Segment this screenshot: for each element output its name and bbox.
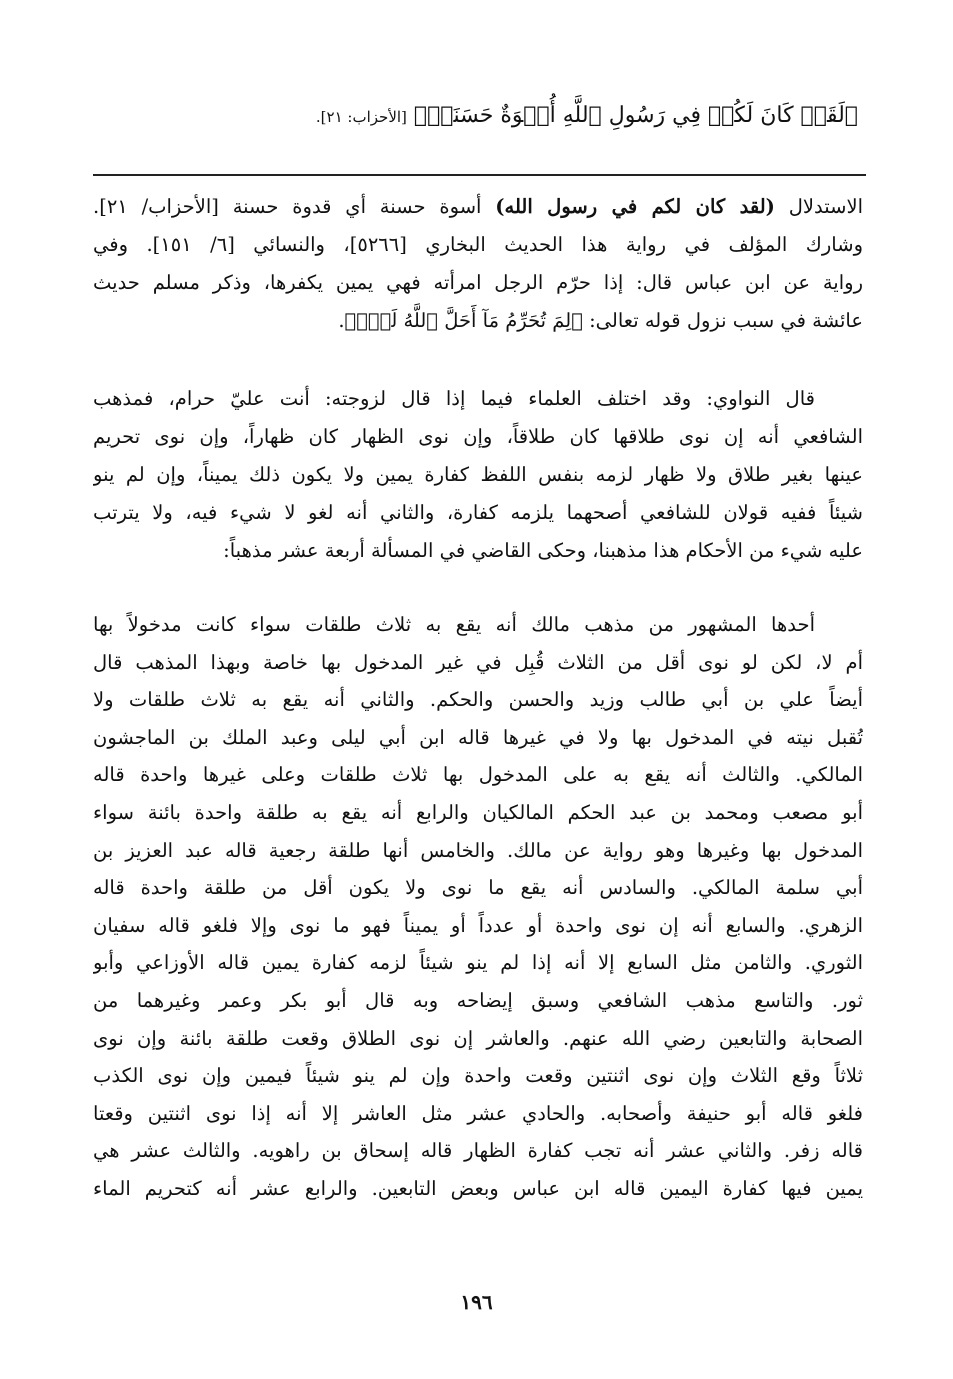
text-line: الشافعي أنه إن نوى طلاقها كان طلاقاً، وإن نوى الظهار كان ظهاراً، وإن نوى تحريم (93, 425, 863, 448)
text-line: أبو مصعب ومحمد بن عبد الحكم المالكيان والرابع أنه يقع به طلقة واحدة بائنة سواء (93, 800, 863, 824)
bold-quote: (لقد كان لكم في رسول الله) (495, 195, 775, 218)
footnote-paragraph-2 (93, 380, 863, 570)
footnote-paragraph-3 (93, 606, 863, 1208)
text-line: عائشة في سبب نزول قوله تعالى: ﴿لِمَ تُحَرِّمُ مَآ أَحَلَّ ٱللَّهُ لَكَۖ﴾. (338, 309, 863, 332)
verse-text: ﴿لَقَدۡ كَانَ لَكُمۡ فِي رَسُولِ ٱللَّهِ أُسۡوَةٌ حَسَنَةٞ﴾ (413, 103, 858, 128)
text-line: وشارك المؤلف في رواية هذا الحديث البخاري [٥٢٦٦]، والنسائي [٦/ ١٥١]. وفي (93, 233, 863, 256)
text-line: المالكي. والثالث أنه يقع به على المدخول بها ثلاث طلقات وعلى غيرها واحدة قاله (93, 763, 863, 787)
line-prefix: الاستدلال (774, 195, 863, 218)
text-line: فلغو قاله أبو حنيفة وأصحابه. والحادي عشر مثل العاشر إلا أنه إذا نوى اثنتين وقعتا (93, 1101, 863, 1125)
page-number: ١٩٦ (460, 1290, 493, 1314)
text-line: تُقبل نيته في المدخول بها ولا في غيرها قاله ابن أبي ليلى وعبد الملك بن الماجشون (93, 725, 863, 749)
text-line: ثور. والتاسع مذهب الشافعي وسبق إيضاحه وبه قال أبو بكر وعمر وغيرهما من (93, 988, 863, 1012)
text-line: قاله زفر. والثاني عشر أنه تجب كفارة الظهار قاله إسحاق بن راهويه. والثالث عشر هي (93, 1139, 863, 1163)
text-line: المدخول بها وغيرها وهو رواية عن مالك. والخامس أنها طلقة رجعية قاله عبد العزيز بن (93, 838, 863, 862)
text-line: رواية عن ابن عباس قال: إذا حرّم الرجل امرأته فهي يمين يكفرها، وذكر مسلم حديث (93, 271, 863, 294)
quranic-verse-header (98, 96, 858, 137)
text-line: أبي سلمة المالكي. والسادس أنه يقع ما نوى ولا يكون أقل من طلقة واحدة قاله (93, 876, 863, 900)
footnote-separator (93, 174, 866, 176)
verse-reference: [الأحزاب: ٢١]. (315, 108, 407, 126)
footnote-paragraph-1 (93, 188, 863, 340)
text-line: ثلاثاً وقع الثلاث وإن نوى اثنتين وقعت واحدة وإن لم ينو شيئاً فيمين وإن نوى الكذب (93, 1064, 863, 1088)
text-line: أم لا، لكن لو نوى أقل من الثلاث قُبِل في غير المدخول بها خاصة وبهذا المذهب قال (93, 650, 863, 674)
text-line: الصحابة والتابعين رضي الله عنهم. والعاشر إن نوى الطلاق وقعت طلقة بائنة وإن نوى (93, 1026, 863, 1050)
text-line: أحدها المشهور من مذهب مالك أنه يقع به ثلاث طلقات سواء كانت مدخولاً بها (93, 613, 815, 636)
text-line: الثوري. والثامن مثل السابع إلا أنه إذا لم ينو شيئاً لزمه كفارة يمين قاله الأوزاعي وأبو (93, 951, 863, 975)
text-line: عينها بغير طلاق ولا ظهار لزمه بنفس اللفظ كفارة يمين ولا يكون ذلك يميناً، وإن لم ينو (93, 463, 863, 486)
line-suffix: أسوة حسنة أي قدوة حسنة [الأحزاب/ ٢١]. (93, 195, 496, 218)
text-line: يمين فيها كفارة اليمين قاله ابن عباس وبعض التابعين. والرابع عشر أنه كتحريم الماء (93, 1176, 863, 1200)
text-line: عليه شيء من الأحكام هذا مذهبنا، وحكى القاضي في المسألة أربعة عشر مذهباً: (223, 539, 863, 562)
text-line: أيضاً علي بن أبي طالب وزيد والحسن والحكم. والثاني أنه يقع به ثلاث طلقات ولا (93, 688, 863, 712)
text-line: الزهري. والسابع أنه إن نوى واحدة أو عدداً أو يميناً فهو ما نوى وإلا فلغو قاله سفيان (93, 913, 863, 937)
text-line (93, 188, 863, 226)
text-line: شيئاً ففيه قولان للشافعي أصحهما يلزمه كفارة، والثاني أنه لغو لا شيء فيه، ولا يترتب (93, 501, 863, 524)
text-line: قال النواوي: وقد اختلف العلماء فيما إذا قال لزوجته: أنت عليّ حرام، فمذهب (93, 387, 815, 410)
